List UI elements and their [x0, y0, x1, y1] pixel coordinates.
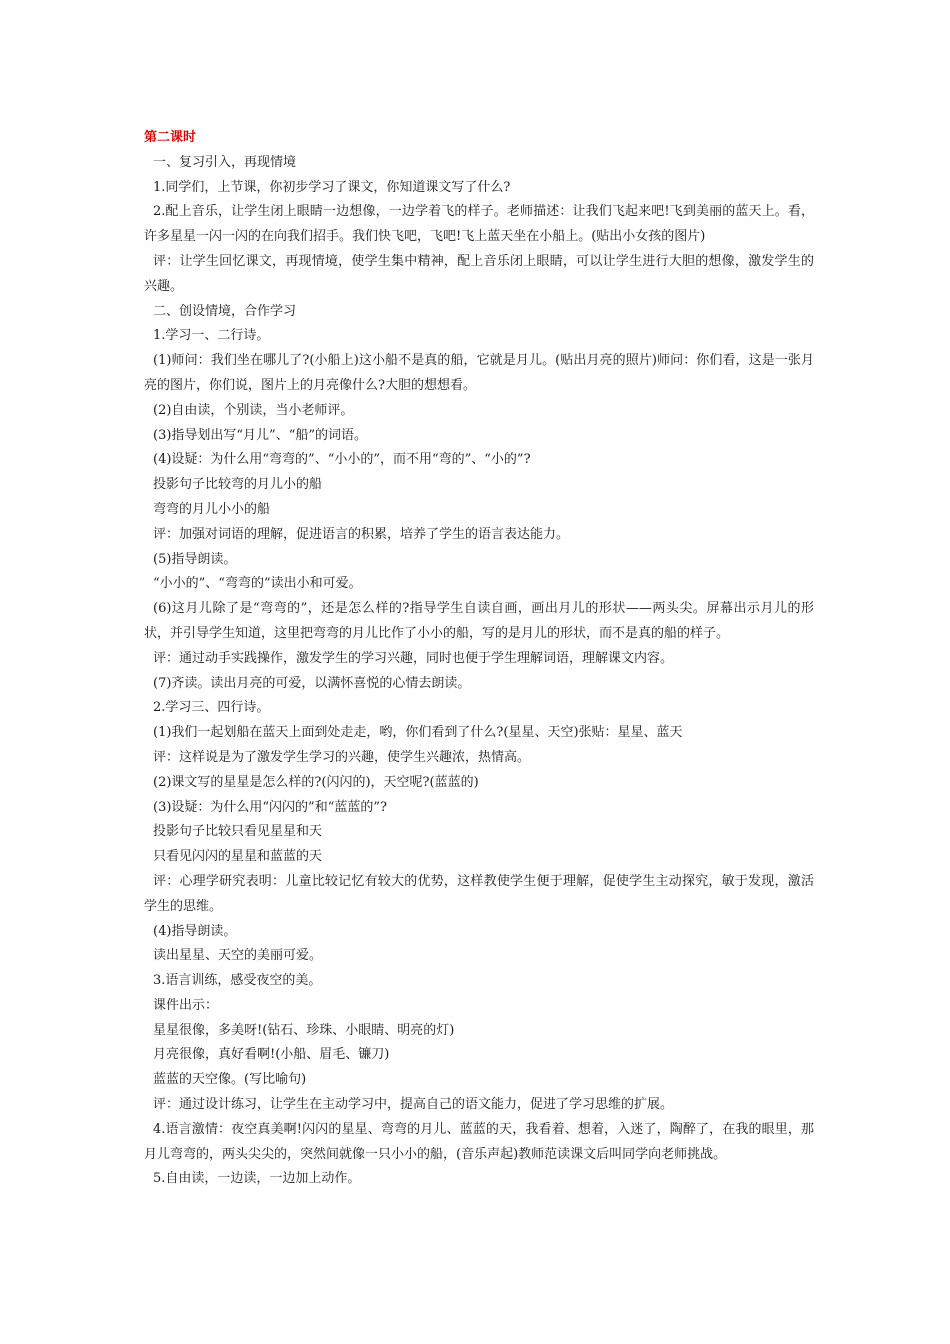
paragraph: 只看见闪闪的星星和蓝蓝的天: [153, 849, 323, 865]
paragraph: (7)齐读。读出月亮的可爱，以满怀喜悦的心情去朗读。: [153, 675, 471, 691]
paragraph: 2.学习三、四行诗。: [153, 700, 270, 716]
paragraph: 4.语言激情：夜空真美啊!闪闪的星星、弯弯的月儿、蓝蓝的天，我看着、想着，入迷了，陶醉了，在我的眼里，那月儿弯弯的，两头尖尖的，突然间就像一只小小的船，(音乐声起)教师范读课文后叫同学向老师挑战。: [144, 1121, 814, 1162]
paragraph: (5)指导朗读。: [153, 551, 237, 567]
section-heading: 二、创设情境，合作学习: [153, 303, 297, 319]
paragraph: (1)师问：我们坐在哪儿了?(小船上)这小船不是真的船，它就是月儿。(贴出月亮的照片)师问：你们看，这是一张月亮的图片，你们说，图片上的月亮像什么?大胆的想想看。: [144, 353, 814, 393]
paragraph: 一、复习引入，再现情境: [153, 154, 297, 170]
paragraph: 月亮很像，真好看啊!(小船、眉毛、镰刀): [153, 1047, 390, 1063]
paragraph: (4)设疑：为什么用“弯弯的”、“小小的”，而不用“弯的”、“小的”?: [153, 452, 531, 468]
paragraph: (3)指导划出写“月儿”、“船”的词语。: [153, 427, 367, 443]
document-body: [144, 126, 814, 1192]
lesson-title: 第二课时: [144, 130, 197, 145]
paragraph: 投影句子比较只看见星星和天: [153, 824, 323, 840]
paragraph: 蓝蓝的天空像。(写比喻句): [153, 1072, 307, 1088]
paragraph: “小小的”、“弯弯的”读出小和可爱。: [153, 576, 362, 592]
paragraph: 3.语言训练，感受夜空的美。: [153, 973, 322, 989]
paragraph: (1)我们一起划船在蓝天上面到处走走，哟，你们看到了什么?(星星、天空)张贴：星星、蓝天: [153, 725, 683, 741]
paragraph: 2.配上音乐，让学生闭上眼睛一边想像，一边学着飞的样子。老师描述：让我们飞起来吧!飞到美丽的蓝天上。看，许多星星一闪一闪的在向我们招手。我们快飞吧，飞吧!飞上蓝天坐在小船上。(贴出小女孩的图片): [144, 204, 814, 245]
paragraph: 5.自由读，一边读，一边加上动作。: [153, 1171, 361, 1187]
paragraph: 读出星星、天空的美丽可爱。: [153, 948, 323, 964]
paragraph: (2)课文写的星星是怎么样的?(闪闪的)，天空呢?(蓝蓝的): [153, 774, 479, 790]
paragraph: (6)这月儿除了是“弯弯的”，还是怎么样的?指导学生自读自画，画出月儿的形状——两头尖。屏幕出示月儿的形状，并引导学生知道，这里把弯弯的月儿比作了小小的船，写的是月儿的形状，而不是真的船的样子。: [144, 601, 814, 641]
paragraph: 1.同学们，上节课，你初步学习了课文，你知道课文写了什么?: [153, 179, 511, 195]
paragraph: 1.学习一、二行诗。: [153, 328, 270, 344]
paragraph: (4)指导朗读。: [153, 923, 237, 939]
paragraph: 弯弯的月儿小小的船: [153, 501, 271, 517]
paragraph: 星星很像，多美呀!(钻石、珍珠、小眼睛、明亮的灯): [153, 1022, 455, 1038]
paragraph: (3)设疑：为什么用“闪闪的”和“蓝蓝的”?: [153, 799, 387, 815]
comment-paragraph: 评：这样说是为了激发学生学习的兴趣，使学生兴趣浓，热情高。: [153, 749, 531, 765]
comment-paragraph: 评：通过动手实践操作，激发学生的学习兴趣，同时也便于学生理解词语，理解课文内容。: [153, 650, 674, 666]
comment-paragraph: 评：通过设计练习，让学生在主动学习中，提高自己的语文能力，促进了学习思维的扩展。: [153, 1097, 674, 1113]
comment-paragraph: 评：心理学研究表明：儿童比较记忆有较大的优势，这样教使学生便于理解，促使学生主动探究，敏于发现，激活学生的思维。: [144, 873, 814, 914]
paragraph: 投影句子比较弯的月儿小的船: [153, 477, 323, 493]
comment-paragraph: 评：加强对词语的理解，促进语言的积累，培养了学生的语言表达能力。: [153, 526, 570, 542]
paragraph: (2)自由读，个别读，当小老师评。: [153, 402, 354, 418]
paragraph: 课件出示：: [153, 997, 219, 1013]
comment-paragraph: 评：让学生回忆课文，再现情境，使学生集中精神，配上音乐闭上眼睛，可以让学生进行大胆的想像，激发学生的兴趣。: [144, 253, 814, 294]
